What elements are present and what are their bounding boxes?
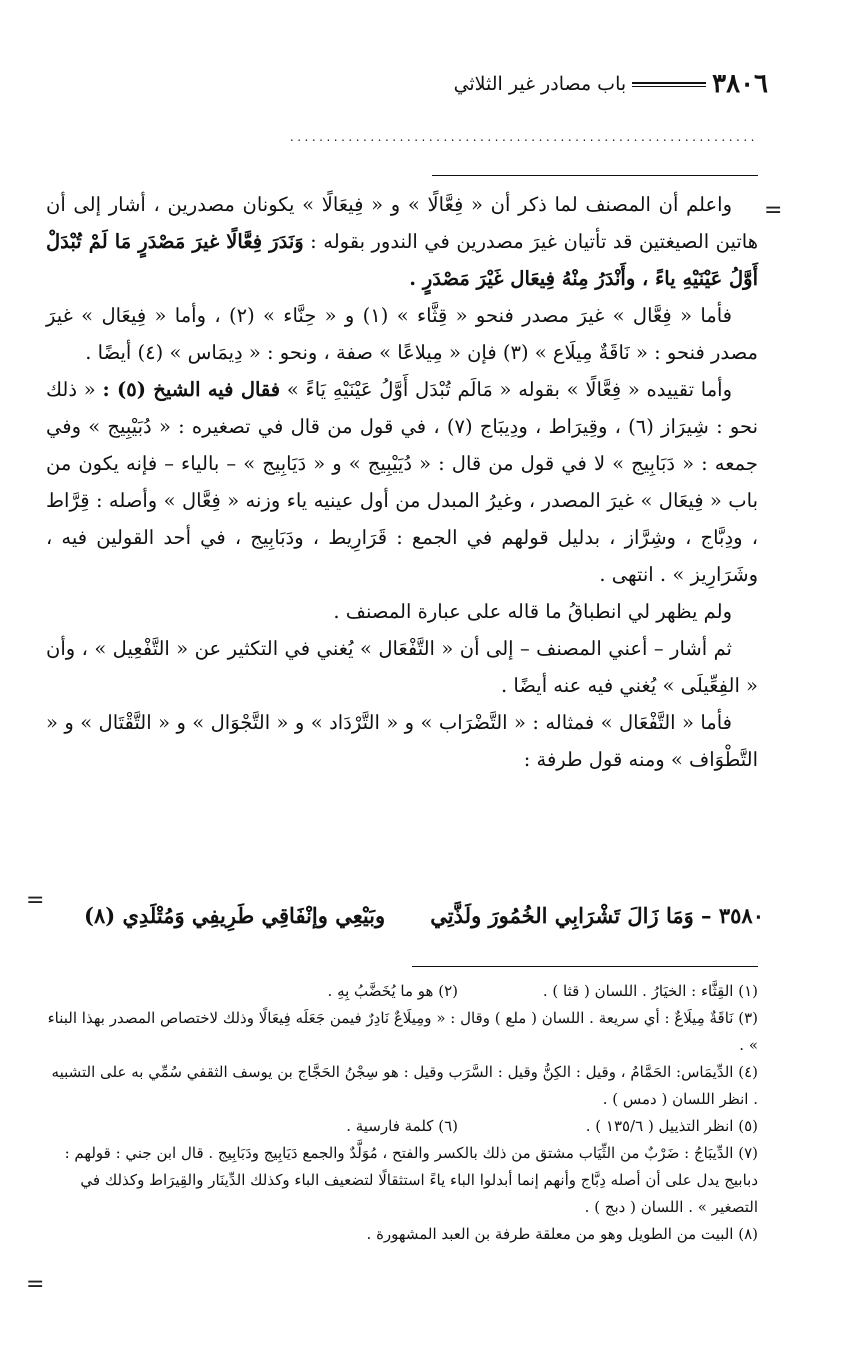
footnote-1: (١) القِثَّاء : الخيَارُ . اللسان ( قثا ) .	[542, 982, 758, 1000]
page-number: ٣٨٠٦	[712, 69, 768, 99]
chapter-title: باب مصادر غير الثلاثي	[453, 73, 627, 95]
footnote-2: (٢) هو ما يُخَضَّبُ بِهِ .	[327, 982, 458, 1000]
paragraph-3-quote: « ذلك نحو : شِيرَاز (٦) ، وقِيرَاط ، ودِيبَاج (٧) ، في قول من قال في تصغيره : « دُبَيْبِيج » وفي جمعه : « دَبَابِيج » لا في قول من قال : « دُيَيْبِيج » و « دَيَابِيج » – بالياء – فإنه يكون من باب « فِيعَال » غيرَ المصدر ، وغيرُ المبدل من أول عينيه ياء وزنه « فِعَّال » وأصله : قِرَّاط ، ودِبَّاج ، وشِرَّاز ، بدليل قولهم في الجمع : قَرَارِيط ، ودَبَابِيج ، في أحد القولين فيه ، وشَرَارِيز » . انتهى .	[46, 378, 758, 586]
paragraph-6: فأما « التَّفْعَال » فمثاله : « التَّضْرَاب » و « التَّرْدَاد » و « التَّجْوَال » و « التَّقْتَال » و « التَّطْوَاف » ومنه قول طرفة :	[46, 711, 758, 771]
paragraph-2: فأما « فِعَّال » غيرَ مصدر فنحو « قِثَّاء » (١) و « حِنَّاء » (٢) ، وأما « فِيعَال » غيرَ مصدر فنحو : « نَاقَةٌ مِيلَاع » (٣) فإن « مِيلاعًا » صفة ، ونحو : « دِيمَاس » (٤) أيضًا .	[46, 304, 758, 364]
footnote-row-5-6	[46, 1113, 758, 1140]
continuation-mark-verse: =	[26, 888, 45, 913]
paragraph-1-text: واعلم أن المصنف لما ذكر أن « فِعَّالًا » و « فِيعَالًا » يكونان مصدرين ، أشار إلى أن هاتين الصيغتين قد تأتيان غيرَ مصدرين في الندور بقوله :	[46, 193, 759, 253]
verse-second-hemistich: وبَيْعِي وإنْفَاقِي طَرِيفِي وَمُتْلَدِي (٨)	[84, 903, 386, 928]
verse-first-hemistich: ٣٥٨٠ – وَمَا زَالَ تَشْرَابِي الخُمُورَ ولَذَّتِي	[430, 903, 764, 928]
footnote-6: (٦) كلمة فارسية .	[346, 1117, 458, 1135]
continuation-mark-footnotes: =	[26, 1272, 45, 1297]
footnote-8: (٨) البيت من الطويل وهو من معلقة طرفة بن العبد المشهورة .	[366, 1225, 758, 1243]
running-header	[36, 64, 768, 104]
dotted-separator: ................................................................	[289, 130, 758, 144]
footnote-4: (٤) الدِّيمَاس: الحَمَّامُ ، وقيل : الكِنُّ وقيل : السَّرَب وقيل : هو سِجْنُ الحَجَّاج بن يوسف الثقفي سُمِّي به على التشبيه . انظر اللسان ( دمس ) .	[51, 1063, 758, 1108]
footnote-3: (٣) نَاقَةٌ مِيلَاعٌ : أي سريعة . اللسان ( ملع ) وقال : « ومِيلَاعٌ نَادِرٌ فيمن جَعَلَه فِيعَالًا وذلك لاختصاص المصدر بهذا البناء » .	[47, 1009, 758, 1054]
continuation-mark-top: =	[764, 198, 783, 223]
paragraph-1	[46, 186, 758, 297]
footnote-7: (٧) الدِّيبَاجُ : ضَرْبٌ من الثِّيَاب مشتق من ذلك بالكسر والفتح ، مُوَلَّدٌ والجمع دَيَابِيج ودَبَابِيج . قال ابن جني : قولهم : دبابيج يدل على أن أصله دِبَّاج وأنهم إنما أبدلوا الباء ياءً استثقالًا لتضعيف الباء وكذلك الدِّينَار والقِيرَاط وكذلك في التصغير » . اللسان ( دبج ) .	[64, 1144, 758, 1216]
footnotes	[46, 978, 758, 1248]
poetry-verse	[84, 896, 764, 936]
footnote-rule	[412, 966, 758, 967]
paragraph-1-quote: وَنَدَرَ فِعَّالًا غيرَ مَصْدَرٍ مَا لَمْ تُبْدَلْ أَوَّلُ عَيْنَيْهِ ياءً ، وأَنْدَرُ مِنْهُ فِيعَال غَيْرَ مَصْدَرٍ .	[46, 230, 758, 290]
paragraph-3-shaykh: فقال فيه الشيخ (٥) :	[102, 378, 281, 401]
footnote-5: (٥) انظر التذييل ( ١٣٥/٦ ) .	[585, 1117, 758, 1135]
paragraph-4: ولم يظهر لي انطباقُ ما قاله على عبارة المصنف .	[333, 600, 732, 623]
section-rule	[432, 175, 758, 176]
paragraph-3	[46, 371, 758, 593]
paragraph-3-intro: وأما تقييده « فِعَّالًا » بقوله « مَالَم تُبْدَل أَوَّلُ عَيْنَيْهِ يَاءً »	[286, 378, 733, 401]
footnote-row-1-2	[46, 978, 758, 1005]
header-rule	[632, 82, 706, 87]
paragraph-5: ثم أشار – أعني المصنف – إلى أن « التَّفْعَال » يُغني في التكثير عن « التَّفْعِيل » ، وأن « الفِعِّيلَى » يُغني فيه عنه أيضًا .	[46, 637, 758, 697]
main-text	[46, 186, 758, 778]
